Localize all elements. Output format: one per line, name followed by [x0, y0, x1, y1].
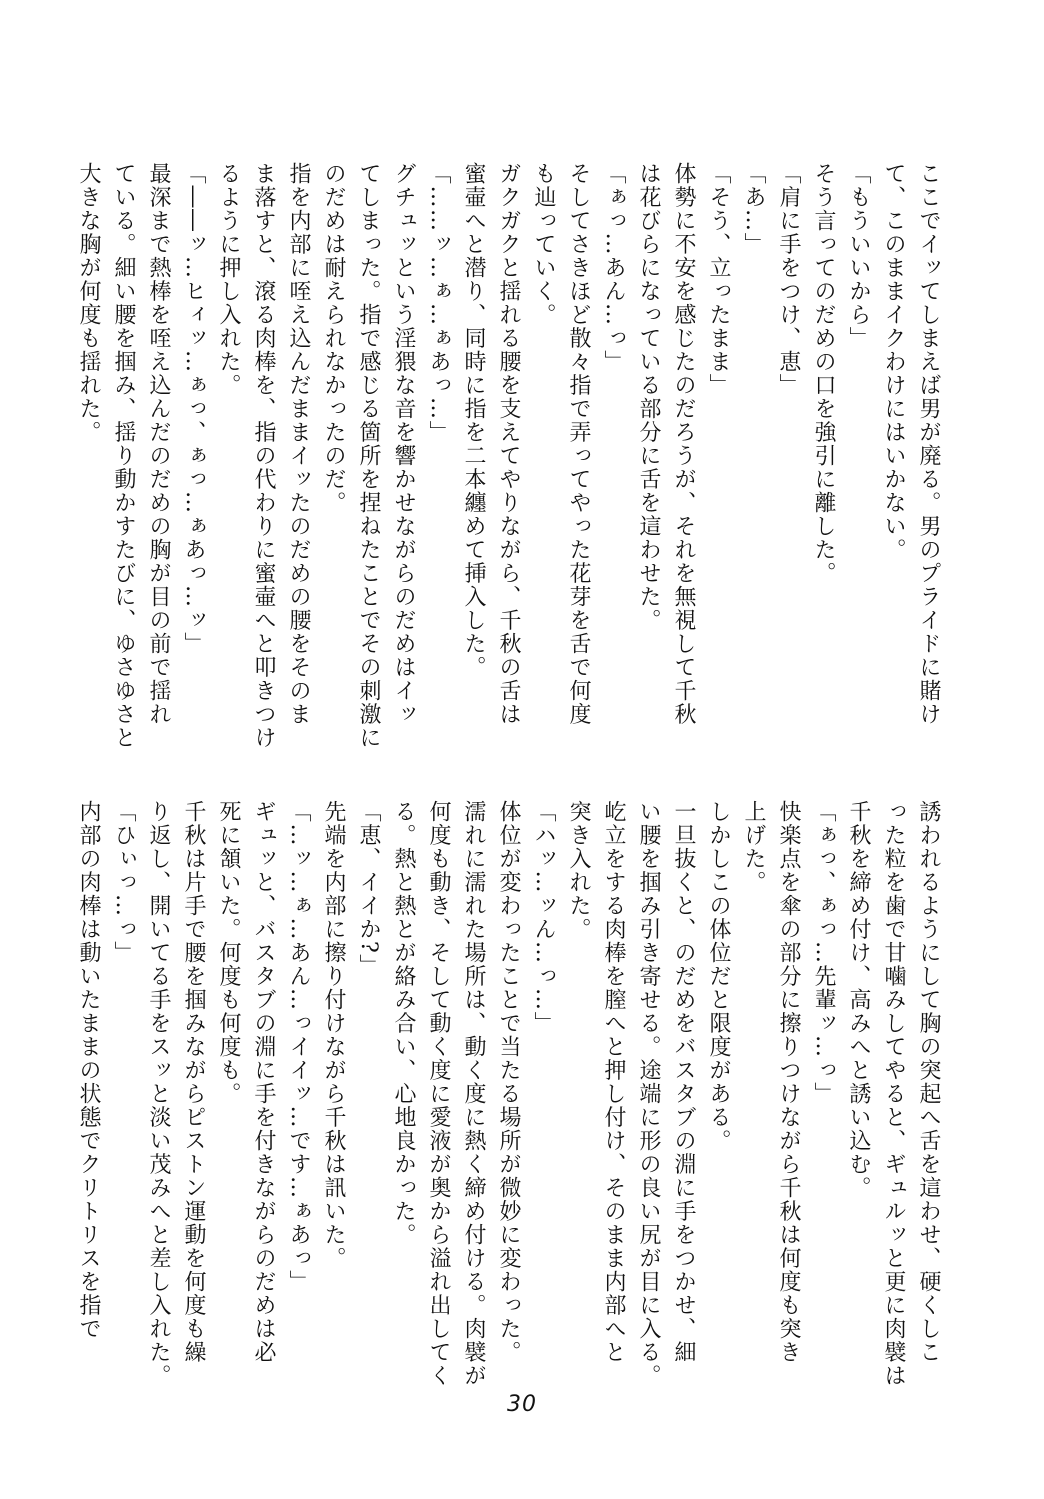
text-line: てしまった。指で感じる箇所を捏ねたことでその刺激に — [356, 162, 381, 750]
text-line: グチュッという淫猥な音を響かせながらのだめはイッ — [391, 162, 416, 726]
text-line: 「ハッ…ッん…っ…」 — [531, 800, 556, 1035]
text-line: のだめは耐えられなかったのだ。 — [321, 162, 346, 515]
text-line: 「ひぃっ…っ」 — [111, 800, 136, 965]
text-line: るように押し入れた。 — [216, 162, 241, 397]
text-line: 「――ッ…ヒィッ…ぁっ、ぁっ…ぁあっ…ッ」 — [181, 162, 206, 656]
text-line: 「恵、イイか?」 — [356, 800, 381, 978]
text-line: 千秋は片手で腰を掴みながらピストン運動を何度も繰 — [181, 800, 206, 1364]
text-line: 「ぁっ、ぁっ…先輩ッ…っ」 — [811, 800, 836, 1106]
text-line: 先端を内部に擦り付けながら千秋は訊いた。 — [321, 800, 346, 1270]
text-line: 上げた。 — [741, 800, 766, 894]
text-line: ギュッと、バスタブの淵に手を付きながらのだめは必 — [251, 800, 276, 1364]
text-line: 「もういいから」 — [846, 162, 871, 350]
text-line: 突き入れた。 — [566, 800, 591, 941]
text-line: い腰を掴み引き寄せる。途端に形の良い尻が目に入る。 — [636, 800, 661, 1388]
text-line: 濡れに濡れた場所は、動く度に熱く締め付ける。肉襞が — [461, 800, 486, 1388]
text-line: 内部の肉棒は動いたままの状態でクリトリスを指で — [76, 800, 101, 1341]
text-line: 一旦抜くと、のだめをバスタブの淵に手をつかせ、細 — [671, 800, 696, 1364]
text-line: った粒を歯で甘噛みしてやると、ギュルッと更に肉襞は — [881, 800, 906, 1388]
text-line: 誘われるようにして胸の突起へ舌を這わせ、硬くしこ — [916, 800, 941, 1364]
text-line: 最深まで熱棒を咥え込んだのだめの胸が目の前で揺れ — [146, 162, 171, 726]
text-line: て、このままイクわけにはいかない。 — [881, 162, 906, 562]
text-block-top — [76, 162, 946, 752]
text-line: しかしこの体位だと限度がある。 — [706, 800, 731, 1153]
text-line: 千秋を締め付け、高みへと誘い込む。 — [846, 800, 871, 1200]
text-line: 体位が変わったことで当たる場所が微妙に変わった。 — [496, 800, 521, 1364]
text-line: ここでイッてしまえば男が廃る。男のプライドに賭け — [916, 162, 941, 726]
text-line: ま落すと、滾る肉棒を、指の代わりに蜜壷へと叩きつけ — [251, 162, 276, 750]
text-line: 快楽点を傘の部分に擦りつけながら千秋は何度も突き — [776, 800, 801, 1364]
text-line: 「…ッ…ぁ…あん…っイイッ…です…ぁあっ」 — [286, 800, 311, 1294]
text-block-bottom — [76, 800, 946, 1390]
text-line: そしてさきほど散々指で弄ってやった花芽を舌で何度 — [566, 162, 591, 726]
text-line: ガクガクと揺れる腰を支えてやりながら、千秋の舌は — [496, 162, 521, 726]
text-line: 「……ッ…ぁ…ぁあっ…」 — [426, 162, 451, 444]
text-line: 蜜壷へと潜り、同時に指を二本纏めて挿入した。 — [461, 162, 486, 679]
text-line: は花びらになっている部分に舌を這わせた。 — [636, 162, 661, 632]
text-line: そう言ってのだめの口を強引に離した。 — [811, 162, 836, 585]
page-number: 30 — [507, 1392, 537, 1417]
text-line: 屹立をする肉棒を膣へと押し付け、そのまま内部へと — [601, 800, 626, 1364]
text-line: ている。細い腰を掴み、揺り動かすたびに、ゆさゆさと — [111, 162, 136, 750]
text-line: り返し、開いてる手をスッと淡い茂みへと差し入れた。 — [146, 800, 171, 1388]
text-line: 死に頷いた。何度も何度も。 — [216, 800, 241, 1106]
text-line: 「そう、立ったまま」 — [706, 162, 731, 397]
text-line: 大きな胸が何度も揺れた。 — [76, 162, 101, 444]
text-line: 何度も動き、そして動く度に愛液が奥から溢れ出してく — [426, 800, 451, 1388]
text-line: も辿っていく。 — [531, 162, 556, 327]
text-line: 「肩に手をつけ、恵」 — [776, 162, 801, 397]
text-line: 指を内部に咥え込んだままイッたのだめの腰をそのま — [286, 162, 311, 726]
text-line: る。熱と熱とが絡み合い、心地良かった。 — [391, 800, 416, 1247]
text-line: 「ぁっ…あん…っ」 — [601, 162, 626, 374]
text-line: 「あ…」 — [741, 162, 766, 256]
text-line: 体勢に不安を感じたのだろうが、それを無視して千秋 — [671, 162, 696, 726]
